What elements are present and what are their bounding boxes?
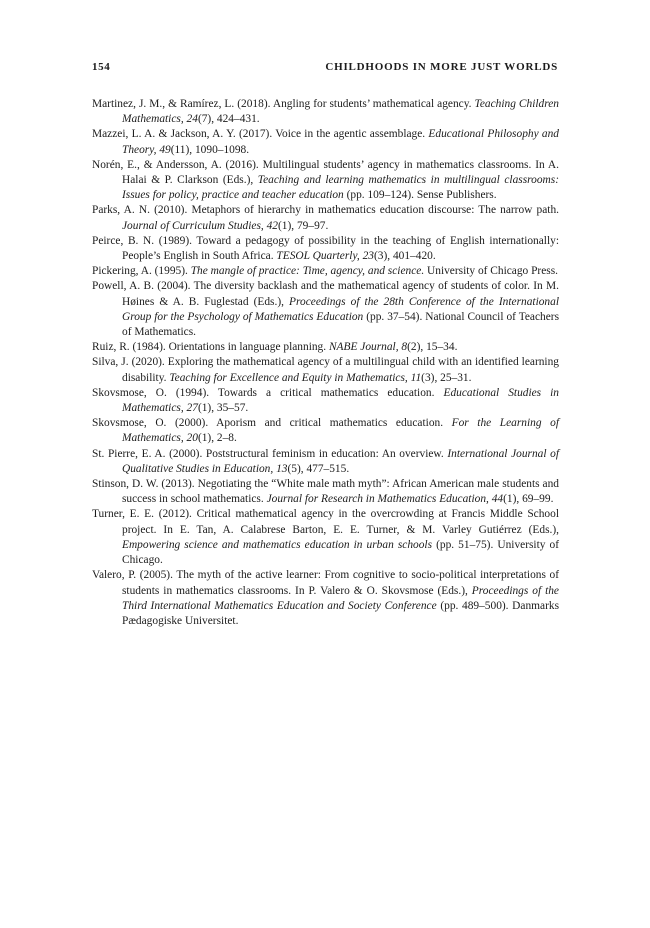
reference-text: (11), 1090–1098. [170,143,250,156]
reference-text: (3), 25–31. [421,371,472,384]
reference-text: Skovsmose, O. (2000). Aporism and critical mathematics education. [92,417,452,430]
reference-title-italic: Empowering science and mathematics education in urban schools [122,538,433,551]
reference-entry [92,203,559,233]
reference-text: Ruiz, R. (1984). Orientations in language planning. [92,341,329,354]
reference-entry [92,340,559,355]
reference-text: (pp. 51–75). University of Chicago. [122,538,559,567]
reference-list [92,97,559,629]
reference-text: St. Pierre, E. A. (2000). Poststructural feminism in education: An overview. [92,447,448,460]
reference-text: (5), 477–515. [287,462,350,475]
reference-text: (7), 424–431. [197,113,260,126]
reference-text: Valero, P. (2005). The myth of the active learner: From cognitive to socio-political interpretations of students in mathematics classrooms. In P. Valero & O. Skovsmose (Eds.), [92,569,559,597]
reference-entry [92,234,559,264]
reference-title-italic: For the Learning of Mathematics, 20 [122,417,559,445]
reference-text: Mazzei, L. A. & Jackson, A. Y. (2017). Voice in the agentic assemblage. [92,128,429,141]
reference-entry [92,568,559,629]
reference-text: (1), 79–97. [278,219,329,232]
reference-title-italic: Journal for Research in Mathematics Education, 44 [266,493,504,506]
reference-text: (pp. 109–124). Sense Publishers. [343,189,497,202]
reference-title-italic: Teaching for Excellence and Equity in Mathematics, 11 [169,371,422,384]
reference-title-italic: Educational Philosophy and Theory, 49 [122,128,560,156]
reference-text: (3), 401–420. [373,250,436,263]
reference-entry [92,386,559,416]
page-number: 154 [92,61,111,73]
reference-text: University of Chicago Press. [424,265,558,278]
reference-title-italic: Journal of Curriculum Studies, 42 [122,219,278,232]
running-title: CHILDHOODS IN MORE JUST WORLDS [325,61,558,73]
reference-title-italic: Teaching Children Mathematics, 24 [122,98,559,126]
reference-title-italic: The mangle of practice: Time, agency, and science. [190,265,425,278]
reference-entry [92,447,559,477]
reference-text: Martinez, J. M., & Ramírez, L. (2018). Angling for students’ mathematical agency. [92,98,475,110]
reference-entry [92,416,559,446]
reference-text: Silva, J. (2020). Exploring the mathematical agency of a multilingual child with an identified learning disability. [92,356,559,384]
reference-text: Skovsmose, O. (1994). Towards a critical mathematics education. [92,386,444,399]
reference-title-italic: Proceedings of the 28th Conference of the International Group for the Psychology of Mathematics Education [122,295,559,323]
reference-text: (pp. 489–500). Danmarks Pædagogiske Universitet. [122,599,559,627]
reference-text: (1), 2–8. [197,432,237,445]
reference-entry [92,355,559,385]
reference-title-italic: Proceedings of the Third International Mathematics Education and Society Conference [122,584,559,612]
reference-title-italic: Educational Studies in Mathematics, 27 [122,386,560,415]
reference-text: Parks, A. N. (2010). Metaphors of hierarchy in mathematics education discourse: The narrow path. [92,204,559,217]
reference-title-italic: TESOL Quarterly, 23 [276,250,374,263]
reference-text: Powell, A. B. (2004). The diversity backlash and the mathematical agency of students of color. In M. Høines & A. B. Fuglestad (Eds.), [92,280,559,308]
reference-title-italic: Teaching and learning mathematics in multilingual classrooms: Issues for policy, practice and teacher education [122,174,559,202]
reference-entry [92,127,559,157]
reference-text: Norén, E., & Andersson, A. (2016). Multilingual students’ agency in mathematics classrooms. In A. Halai & P. Clarkson (Eds.), [92,158,559,187]
reference-entry [92,97,559,127]
reference-entry [92,507,559,568]
reference-entry [92,158,559,204]
reference-entry [92,477,559,507]
reference-text: Stinson, D. W. (2013). Negotiating the “White male math myth”: African American male students and success in school mathematics. [92,478,559,506]
reference-text: (1), 35–57. [197,402,249,415]
running-head [92,61,558,77]
reference-text: Peirce, B. N. (1989). Toward a pedagogy of possibility in the teaching of English internationally: People’s English in South Africa. [92,234,559,263]
reference-text: (2), 15–34. [407,341,458,354]
reference-text: Pickering, A. (1995). [92,265,191,278]
reference-text: (pp. 37–54). National Council of Teachers of Mathematics. [122,310,559,339]
reference-text: Turner, E. E. (2012). Critical mathematical agency in the overcrowding at Francis Middle School project. In E. Tan, A. Calabrese Barton, E. E. Turner, & M. Varley Gutiérrez (Eds.), [92,508,559,536]
reference-text: (1), 69–99. [503,493,554,506]
reference-entry [92,264,559,279]
reference-title-italic: International Journal of Qualitative Studies in Education, 13 [122,447,559,475]
reference-entry [92,279,559,340]
reference-title-italic: NABE Journal, 8 [328,341,408,354]
